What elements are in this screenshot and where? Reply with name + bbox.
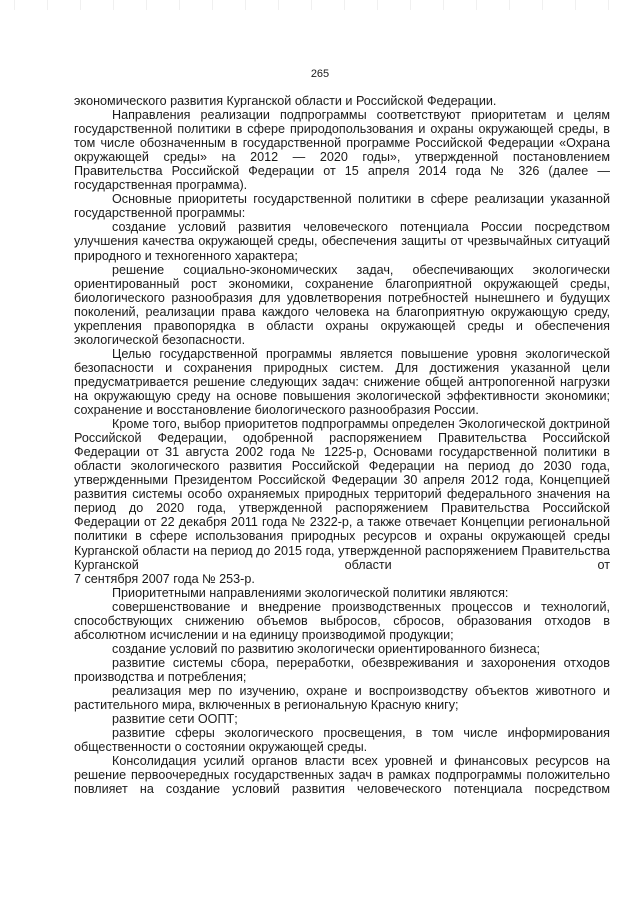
paragraph: Консолидация усилий органов власти всех уровней и финансовых ресурсов на решение первоочередных государственных задач в рамках подпрограммы положительно повлияет на создание условий развития человеческого потенциала посредством <box>74 754 610 797</box>
list-item: создание условий развития человеческого потенциала России посредством улучшения качества окружающей среды, обеспечения защиты от чрезвычайных ситуаций природного и техногенного характера; <box>74 220 610 263</box>
list-item: развитие системы сбора, переработки, обезвреживания и захоронения отходов производства и потребления; <box>74 655 610 684</box>
page-number: 265 <box>310 68 330 80</box>
list-item: развитие сферы экологического просвещения, в том числе информирования общественности о состоянии окружающей среды. <box>74 726 610 755</box>
paragraph: Приоритетными направлениями экологической политики являются: <box>112 585 509 600</box>
paragraph-continuation: 7 сентября 2007 года № 253-р. <box>74 571 255 586</box>
paragraph: Основные приоритеты государственной политики в сфере реализации указанной государственной программы: <box>74 192 610 221</box>
paragraph: Кроме того, выбор приоритетов подпрограммы определен Экологической доктриной Российской Федерации, одобренной распоряжением Правительства Российской Федерации от 31 августа 2002 года № 1225-р, Основами государственной политики в области экологического развития Российской Федерации на период до 2030 года, утвержденными Президентом Российской Федерации 30 апреля 2012 года, Концепцией развития системы особо охраняемых природных территорий федерального значения на период до 2020 года, утвержденной распоряжением Правительства Российской Федерации от 22 декабря 2011 года № 2322-р, а также отвечает Концепции региональной политики в сфере использования природных ресурсов и охраны окружающей среды Курганской области на период до 2015 года, утвержденной распоряжением Правительства Курганской области от <box>74 417 610 572</box>
document-body <box>74 94 610 796</box>
list-item: совершенствование и внедрение производственных процессов и технологий, способствующих снижению объемов выбросов, сбросов, образования отходов в абсолютном исчислении и на единицу производимой продукции; <box>74 599 610 642</box>
paragraph: Направления реализации подпрограммы соответствуют приоритетам и целям государственной политики в сфере природопользования и охраны окружающей среды, в том числе обозначенным в государственной программе Российской Федерации «Охрана окружающей среды» на 2012 — 2020 годы», утвержденной постановлением Правительства Российской Федерации от 15 апреля 2014 года № 326 (далее — государственная программа). <box>74 108 610 193</box>
paragraph: Целью государственной программы является повышение уровня экологической безопасности и сохранения природных систем. Для достижения указанной цели предусматривается решение следующих задач: снижение общей антропогенной нагрузки на окружающую среду на основе повышения экологической эффективности экономики; сохранение и восстановление биологического разнообразия России. <box>74 346 610 418</box>
list-item: реализация мер по изучению, охране и воспроизводству объектов животного и растительного мира, включенных в региональную Красную книгу; <box>74 683 610 713</box>
scan-artifact <box>0 0 640 10</box>
list-item: создание условий по развитию экологически ориентированного бизнеса; <box>112 641 540 656</box>
list-item: развитие сети ООПТ; <box>112 712 238 727</box>
paragraph: экономического развития Курганской области и Российской Федерации. <box>74 94 497 108</box>
list-item: решение социально-экономических задач, обеспечивающих экологически ориентированный рост экономики, сохранение благоприятной окружающей среды, биологического разнообразия для удовлетворения потребностей нынешнего и будущих поколений, реализации права каждого человека на благоприятную окружающую среду, укрепления правопорядка в области охраны окружающей среды и обеспечения экологической безопасности. <box>74 262 610 347</box>
